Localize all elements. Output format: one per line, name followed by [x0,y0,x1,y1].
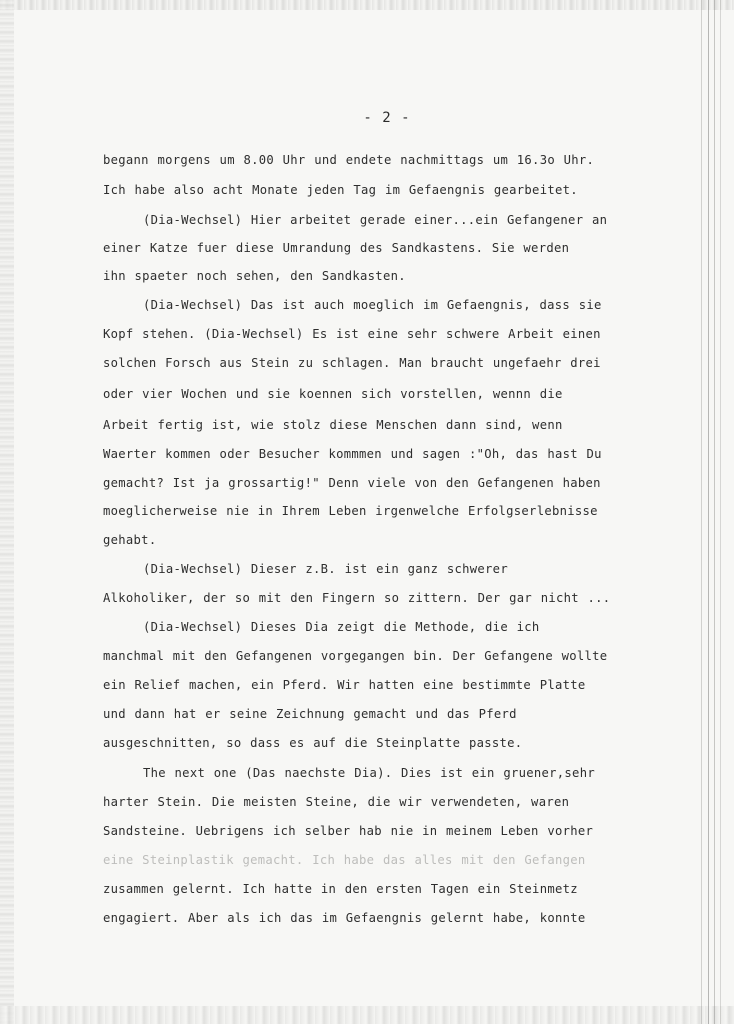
text-line: Sandsteine. Uebrigens ich selber hab nie in meinem Leben vorher [103,824,594,838]
text-line: ein Relief machen, ein Pferd. Wir hatten eine bestimmte Platte [103,678,586,692]
text-line: Ich habe also acht Monate jeden Tag im Gefaengnis gearbeitet. [103,183,578,197]
scan-edge-bottom [0,1006,734,1024]
text-line: ihn spaeter noch sehen, den Sandkasten. [103,269,406,283]
scan-margin-line [708,0,709,1024]
text-line: manchmal mit den Gefangenen vorgegangen bin. Der Gefangene wollte [103,649,608,663]
text-line: Waerter kommen oder Besucher kommmen und sagen :"Oh, das hast Du [103,447,602,461]
text-line: und dann hat er seine Zeichnung gemacht und das Pferd [103,707,517,721]
text-line: zusammen gelernt. Ich hatte in den ersten Tagen ein Steinmetz [103,882,578,896]
text-line: begann morgens um 8.00 Uhr und endete nachmittags um 16.3o Uhr. [103,153,595,167]
text-line: oder vier Wochen und sie koennen sich vorstellen, wennn die [103,387,563,401]
scan-margin-line [714,0,715,1024]
text-line: solchen Forsch aus Stein zu schlagen. Man braucht ungefaehr drei [103,356,601,370]
text-line: The next one (Das naechste Dia). Dies ist ein gruener,sehr [143,766,595,780]
text-line: gemacht? Ist ja grossartig!" Denn viele von den Gefangenen haben [103,476,601,490]
text-line: engagiert. Aber als ich das im Gefaengnis gelernt habe, konnte [103,911,586,925]
text-line: Alkoholiker, der so mit den Fingern so zittern. Der gar nicht ... [103,591,611,605]
scan-edge-top [0,0,734,10]
text-line: moeglicherweise nie in Ihrem Leben irgenwelche Erfolgserlebnisse [103,504,598,518]
text-line: einer Katze fuer diese Umrandung des Sandkastens. Sie werden [103,241,570,255]
scan-margin-line [701,0,702,1024]
text-line: (Dia-Wechsel) Das ist auch moeglich im Gefaengnis, dass sie [143,298,602,312]
scan-margin-line [720,0,721,1024]
text-line: (Dia-Wechsel) Dieses Dia zeigt die Methode, die ich [143,620,540,634]
scan-edge-left [0,0,14,1024]
text-line: (Dia-Wechsel) Hier arbeitet gerade einer...ein Gefangener an [143,213,608,227]
text-line: harter Stein. Die meisten Steine, die wir verwendeten, waren [103,795,570,809]
text-line: gehabt. [103,533,157,547]
text-line: (Dia-Wechsel) Dieser z.B. ist ein ganz schwerer [143,562,508,576]
text-line: Kopf stehen. (Dia-Wechsel) Es ist eine sehr schwere Arbeit einen [103,327,601,341]
page-number: - 2 - [363,110,411,126]
text-line: Arbeit fertig ist, wie stolz diese Menschen dann sind, wenn [103,418,563,432]
text-line: ausgeschnitten, so dass es auf die Steinplatte passte. [103,736,523,750]
text-line-faded: eine Steinplastik gemacht. Ich habe das alles mit den Gefangen [103,853,586,867]
